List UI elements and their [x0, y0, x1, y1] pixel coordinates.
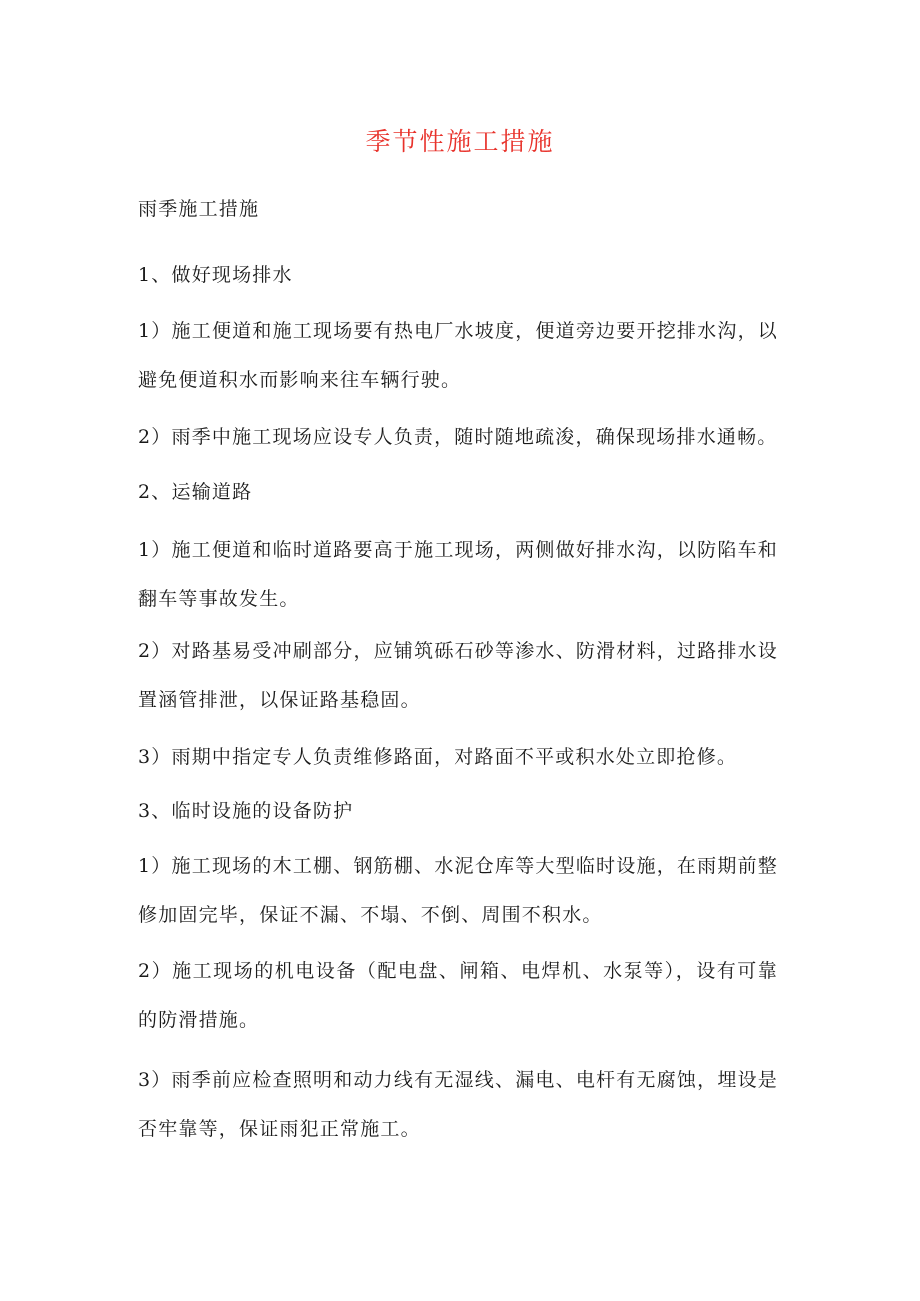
paragraph-roads-2: 2）对路基易受冲刷部分，应铺筑砾石砂等渗水、防滑材料，过路排水设置涵管排泄，以保证路基稳固。 [138, 640, 778, 711]
subheading-roads: 2、运输道路 [138, 481, 253, 503]
paragraph-facilities-2: 2）施工现场的机电设备（配电盘、闸箱、电焊机、水泵等），设有可靠的防滑措施。 [138, 960, 778, 1031]
paragraph-facilities-3: 3）雨季前应检查照明和动力线有无湿线、漏电、电杆有无腐蚀，埋设是否牢靠等，保证雨犯正常施工。 [138, 1069, 778, 1140]
paragraph-roads-1: 1）施工便道和临时道路要高于施工现场，两侧做好排水沟，以防陷车和翻车等事故发生。 [138, 539, 778, 610]
paragraph-facilities-1: 1）施工现场的木工棚、钢筋棚、水泥仓库等大型临时设施，在雨期前整修加固完毕，保证不漏、不塌、不倒、周围不积水。 [138, 855, 778, 926]
paragraph-drainage-1: 1）施工便道和施工现场要有热电厂水坡度，便道旁边要开挖排水沟，以避免便道积水而影响来往车辆行驶。 [138, 320, 778, 391]
paragraph-roads-3: 3）雨期中指定专人负责维修路面，对路面不平或积水处立即抢修。 [138, 746, 738, 768]
section-heading: 雨季施工措施 [138, 198, 260, 220]
paragraph-drainage-2: 2）雨季中施工现场应设专人负责，随时随地疏浚，确保现场排水通畅。 [138, 426, 778, 448]
subheading-facilities: 3、临时设施的设备防护 [138, 800, 354, 822]
page-title: 季节性施工措施 [365, 127, 555, 156]
subheading-drainage: 1、做好现场排水 [138, 264, 293, 286]
